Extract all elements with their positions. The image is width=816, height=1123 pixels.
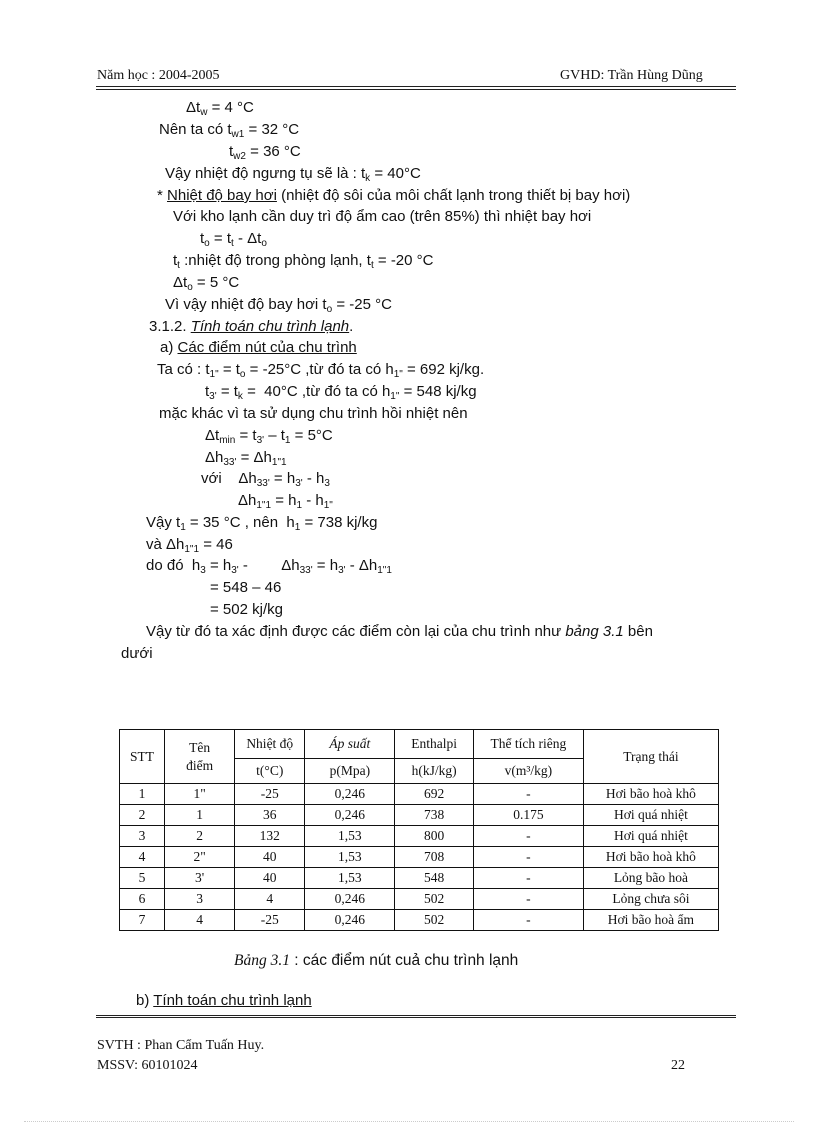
line-tw2: $t_{w2} = 36$ °C	[229, 143, 301, 162]
header-rule-2	[96, 89, 736, 90]
table-row: 6 3 4 0,246 502 - Lỏng chưa sôi	[120, 889, 719, 910]
line-conclusion: Vậy từ đó ta xác định được các điểm còn lại của chu trình như bảng 3.1 bên	[146, 623, 653, 640]
line-dh33: $\Delta h_{33'} = \Delta h_{1"1}$	[205, 449, 287, 468]
line-t3p: $t_{3'} = t_k = 40^\circ C$ ,từ đó ta có $h_{1"} = 548$ kj/kg	[205, 383, 477, 402]
line-dtmin: $\Delta t_{min} = t_{3'} - t_1 = 5^\circ C$	[205, 427, 333, 446]
section-b: b) Tính toán chu trình lạnh	[136, 992, 312, 1009]
line-dh1pp1: $\Delta h_{1"1} = h_1 - h_{1"}$	[238, 492, 333, 511]
footer-student-id: MSSV: 60101024	[97, 1058, 198, 1073]
line-delta-to: $\Delta t_o = 5$ °C	[173, 274, 240, 293]
col-header-stt: STT	[120, 730, 165, 784]
col-header-apsuat: Áp suất	[305, 730, 395, 759]
table-row: 3 2 132 1,53 800 - Hơi quá nhiệt	[120, 826, 719, 847]
section-b-title: Tính toán chu trình lạnh	[153, 992, 312, 1009]
line-condensing-temp: Vậy nhiệt độ ngưng tụ sẽ là : $t_k = 40^\circ C$	[165, 165, 421, 184]
line-evap-temp: Vì vậy nhiệt độ bay hơi $t_o = -25$ °C	[165, 296, 392, 315]
line-tt: $t_t$ :nhiệt độ trong phòng lạnh, $t_t = -20$ °C	[173, 252, 434, 271]
line-section-a: a) Các điểm nút của chu trình	[160, 339, 357, 356]
table-row: 7 4 -25 0,246 502 - Hơi bão hoà ẩm	[120, 910, 719, 931]
table-row: 2 1 36 0,246 738 0.175 Hơi quá nhiệt	[120, 805, 719, 826]
header-supervisor: GVHD: Trần Hùng Dũng	[560, 68, 703, 83]
footer-rule	[96, 1015, 736, 1018]
section-a-title: Các điểm nút của chu trình	[177, 339, 357, 356]
table-caption: Bảng 3.1 : các điểm nút cuả chu trình lạnh	[234, 952, 519, 969]
table-row: 5 3' 40 1,53 548 - Lỏng bão hoà	[120, 868, 719, 889]
col-header-enthalpi: Enthalpi	[395, 730, 474, 759]
table-row: 1 1" -25 0,246 692 - Hơi bão hoà khô	[120, 784, 719, 805]
line-humidity: Với kho lạnh cần duy trì độ ẩm cao (trên 85%) thì nhiệt bay hơi	[173, 208, 592, 225]
line-section-312: 3.1.2. Tính toán chu trình lạnh.	[149, 318, 354, 335]
line-delta-tw: $\Delta t_w = 4$ °C	[186, 99, 254, 118]
line-t1pp: Ta có : $t_{1"} = t_o = -25^\circ C$ ,từ đó ta có $h_{1"} = 692$ kj/kg.	[157, 361, 485, 380]
line-t1-h1: Vậy $t_1 = 35$ °C , nên $h_1 = 738$ kj/kg	[146, 514, 378, 533]
unit-v: v(m³/kg)	[473, 759, 583, 784]
table-row: 4 2" 40 1,53 708 - Hơi bão hoà khô	[120, 847, 719, 868]
col-header-nhiet: Nhiệt độ	[235, 730, 305, 759]
col-header-thetich: Thể tích riêng	[473, 730, 583, 759]
header-rule	[96, 86, 736, 87]
line-tw1: Nên ta có $t_{w1} = 32$ °C	[159, 121, 300, 140]
cycle-nodes-table	[119, 729, 719, 931]
line-evaporation-heading: * Nhiệt độ bay hơi (nhiệt độ sôi của môi chất lạnh trong thiết bị bay hơi)	[157, 187, 631, 204]
col-header-trangthai: Trạng thái	[583, 730, 718, 784]
page-number: 22	[671, 1058, 685, 1073]
line-dh-46: và $\Delta h_{1"1} = 46$	[146, 536, 233, 555]
col-header-ten: Tên điểm	[165, 730, 235, 784]
unit-p: p(Mpa)	[305, 759, 395, 784]
line-result: = 502 kj/kg	[210, 601, 283, 618]
line-to-formula: $t_o = t_t - \Delta t_o$	[200, 230, 267, 249]
footer-student: SVTH : Phan Cẩm Tuấn Huy.	[97, 1038, 265, 1053]
unit-h: h(kJ/kg)	[395, 759, 474, 784]
line-conclusion-end: dưới	[121, 645, 153, 662]
header-school-year: Năm học : 2004-2005	[97, 68, 220, 83]
page-bottom-divider	[24, 1121, 794, 1122]
section-312-title: Tính toán chu trình lạnh	[190, 318, 350, 335]
evaporation-heading: Nhiệt độ bay hơi	[167, 187, 277, 204]
unit-t: t(°C)	[235, 759, 305, 784]
line-calc: = 548 – 46	[210, 579, 282, 596]
line-h3: do đó $h_3 = h_{3'}$ - $\Delta h_{33'} = h_{3'} - \Delta h_{1"1}$	[146, 557, 392, 576]
line-regeneration: mặc khác vì ta sử dụng chu trình hồi nhiệt nên	[159, 405, 468, 422]
line-voi: với $\Delta h_{33'} = h_{3'} - h_3$	[201, 470, 330, 489]
